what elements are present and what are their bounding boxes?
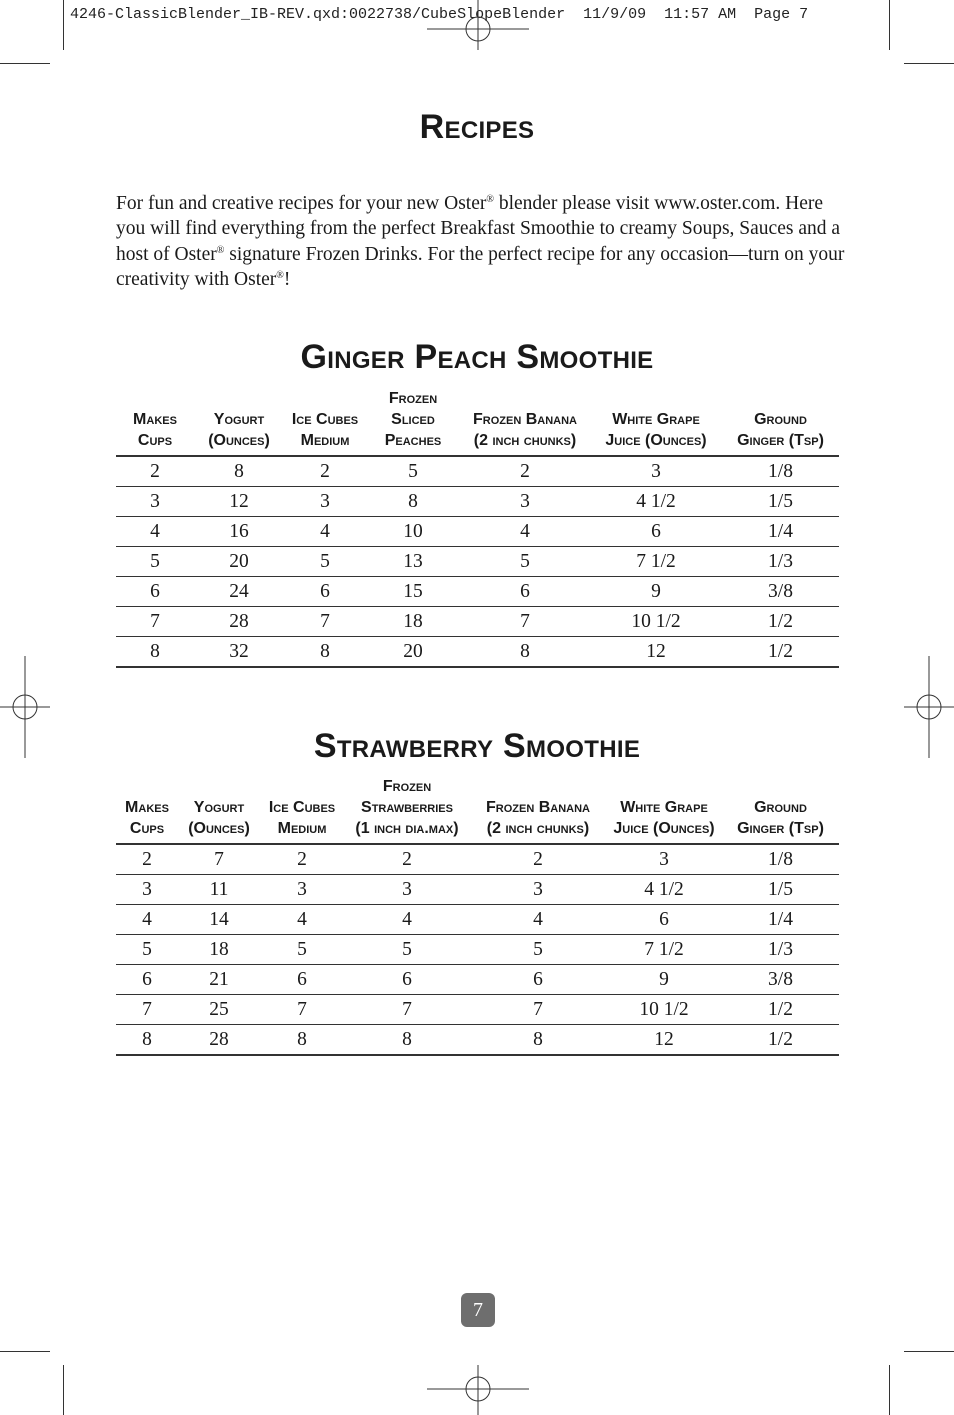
table-cell: 10 1/2 — [606, 995, 722, 1025]
column-header-line: Frozen — [388, 390, 438, 407]
table-cell: 8 — [344, 1025, 470, 1056]
table-cell: 32 — [194, 637, 284, 668]
column-header-line: Frozen — [382, 778, 432, 795]
column-header — [260, 776, 344, 844]
table-cell: 8 — [470, 1025, 606, 1056]
table-cell: 3 — [260, 875, 344, 905]
table-cell: 2 — [470, 844, 606, 875]
intro-paragraph — [116, 191, 846, 293]
column-header-line: Ground — [754, 411, 807, 428]
table-cell: 20 — [194, 547, 284, 577]
table-cell: 2 — [460, 456, 590, 487]
table-cell: 8 — [116, 1025, 178, 1056]
table-cell: 3 — [590, 456, 722, 487]
column-header-line: Makes — [133, 411, 177, 428]
table-cell: 24 — [194, 577, 284, 607]
table-cell: 10 1/2 — [590, 607, 722, 637]
page-number-badge: 7 — [461, 1293, 495, 1327]
table-cell: 2 — [116, 844, 178, 875]
strawberry-title: Strawberry Smoothie — [313, 727, 641, 765]
table-cell: 8 — [116, 637, 194, 668]
table-cell: 14 — [178, 905, 260, 935]
table-cell: 5 — [344, 935, 470, 965]
column-header — [722, 776, 839, 844]
column-header-line: Peaches — [384, 432, 442, 449]
table-cell: 3 — [284, 487, 366, 517]
table-cell: 4 — [344, 905, 470, 935]
page-title: Recipes — [419, 108, 535, 146]
table-cell: 4 — [116, 517, 194, 547]
column-header-line: Cups — [137, 432, 173, 449]
column-header-line: Ginger (Tsp) — [737, 820, 824, 837]
table-cell: 7 — [460, 607, 590, 637]
intro-text-4: ! — [283, 269, 291, 290]
table-cell: 5 — [366, 456, 460, 487]
intro-text-3: signature Frozen Drinks. For the perfect recipe for any occasion—turn on your creativity with Oster — [116, 243, 845, 290]
table-cell: 7 — [260, 995, 344, 1025]
table-cell: 1/4 — [722, 905, 839, 935]
table-row — [116, 844, 839, 875]
table-cell: 20 — [366, 637, 460, 668]
table-cell: 6 — [606, 905, 722, 935]
intro-text-2: blender please visit www.oster.com. Here you will find everything from the perfect Breakfast Smoothie to creamy Soups, Sauces and a host of Oster — [116, 192, 841, 265]
table-cell: 4 — [284, 517, 366, 547]
table-cell: 1/2 — [722, 607, 839, 637]
table-cell: 4 — [460, 517, 590, 547]
table-cell: 21 — [178, 965, 260, 995]
table-cell: 1/2 — [722, 995, 839, 1025]
registration-mark-bottom — [427, 1365, 529, 1415]
table-cell: 12 — [590, 637, 722, 668]
table-cell: 6 — [116, 965, 178, 995]
column-header-line: Juice (Ounces) — [613, 820, 715, 837]
table-cell: 5 — [116, 547, 194, 577]
table-cell: 3 — [344, 875, 470, 905]
table-cell: 4 — [116, 905, 178, 935]
table-cell: 8 — [194, 456, 284, 487]
table-cell: 28 — [178, 1025, 260, 1056]
column-header — [344, 776, 470, 844]
column-header-line: (1 inch dia.max) — [355, 820, 459, 837]
table-cell: 15 — [366, 577, 460, 607]
table-cell: 8 — [284, 637, 366, 668]
table-cell: 7 1/2 — [606, 935, 722, 965]
table-cell: 1/3 — [722, 547, 839, 577]
table-cell: 4 1/2 — [606, 875, 722, 905]
table-cell: 3 — [470, 875, 606, 905]
registration-mark-top — [427, 0, 529, 50]
table-cell: 3 — [606, 844, 722, 875]
table-cell: 7 — [284, 607, 366, 637]
table-cell: 8 — [460, 637, 590, 668]
table-header-row — [116, 776, 839, 844]
column-header-line: (2 inch chunks) — [473, 432, 577, 449]
column-header — [722, 388, 839, 456]
table-cell: 1/2 — [722, 637, 839, 668]
table-cell: 4 — [260, 905, 344, 935]
column-header-line: Ice Cubes — [268, 799, 336, 816]
table-cell: 12 — [194, 487, 284, 517]
registered-mark: ® — [276, 270, 284, 281]
table-row — [116, 637, 839, 668]
registered-mark: ® — [486, 193, 494, 205]
table-cell: 3 — [460, 487, 590, 517]
table-cell: 5 — [116, 935, 178, 965]
table-row — [116, 965, 839, 995]
table-cell: 18 — [178, 935, 260, 965]
column-header — [470, 776, 606, 844]
table-cell: 1/2 — [722, 1025, 839, 1056]
table-row — [116, 577, 839, 607]
column-header-line: White Grape — [612, 411, 700, 428]
table-cell: 8 — [260, 1025, 344, 1056]
table-cell: 6 — [460, 577, 590, 607]
column-header-line: Ice Cubes — [291, 411, 359, 428]
table-row — [116, 547, 839, 577]
table-cell: 3 — [116, 875, 178, 905]
column-header — [194, 388, 284, 456]
table-cell: 2 — [260, 844, 344, 875]
strawberry-table — [116, 776, 839, 1056]
column-header — [590, 388, 722, 456]
table-cell: 2 — [116, 456, 194, 487]
table-cell: 6 — [344, 965, 470, 995]
column-header-line: (Ounces) — [208, 432, 270, 449]
table-row — [116, 607, 839, 637]
table-cell: 9 — [590, 577, 722, 607]
column-header-line: Makes — [125, 799, 169, 816]
ginger-peach-title: Ginger Peach Smoothie — [300, 338, 654, 376]
table-cell: 3 — [116, 487, 194, 517]
table-cell: 12 — [606, 1025, 722, 1056]
table-cell: 5 — [460, 547, 590, 577]
table-cell: 5 — [470, 935, 606, 965]
column-header-line: White Grape — [620, 799, 708, 816]
table-cell: 5 — [284, 547, 366, 577]
table-cell: 4 — [470, 905, 606, 935]
table-cell: 7 — [178, 844, 260, 875]
column-header-line: Sliced — [391, 411, 435, 428]
table-cell: 5 — [260, 935, 344, 965]
table-cell: 10 — [366, 517, 460, 547]
print-slug: 4246-ClassicBlender_IB-REV.qxd:0022738/CubeSlopeBlender 11/9/09 11:57 AM Page 7 — [70, 6, 809, 23]
table-row — [116, 456, 839, 487]
table-cell: 16 — [194, 517, 284, 547]
column-header — [460, 388, 590, 456]
column-header-line: Frozen Banana — [473, 411, 577, 428]
intro-text-1: For fun and creative recipes for your new Oster — [116, 192, 487, 214]
table-cell: 1/3 — [722, 935, 839, 965]
column-header-line: (2 inch chunks) — [486, 820, 590, 837]
column-header — [284, 388, 366, 456]
column-header — [116, 388, 194, 456]
column-header-line: Yogurt — [213, 411, 265, 428]
table-row — [116, 487, 839, 517]
column-header-line: Ground — [754, 799, 807, 816]
table-cell: 7 1/2 — [590, 547, 722, 577]
table-cell: 1/5 — [722, 487, 839, 517]
column-header-line: Juice (Ounces) — [605, 432, 707, 449]
table-cell: 7 — [470, 995, 606, 1025]
table-cell: 7 — [116, 607, 194, 637]
table-row — [116, 517, 839, 547]
table-row — [116, 935, 839, 965]
column-header — [606, 776, 722, 844]
table-cell: 4 1/2 — [590, 487, 722, 517]
column-header — [116, 776, 178, 844]
column-header-line: (Ounces) — [188, 820, 250, 837]
table-cell: 11 — [178, 875, 260, 905]
table-cell: 6 — [284, 577, 366, 607]
table-row — [116, 875, 839, 905]
table-cell: 25 — [178, 995, 260, 1025]
table-cell: 7 — [344, 995, 470, 1025]
table-row — [116, 905, 839, 935]
column-header-line: Medium — [300, 432, 350, 449]
table-cell: 6 — [470, 965, 606, 995]
table-row — [116, 1025, 839, 1056]
table-cell: 2 — [344, 844, 470, 875]
column-header-line: Ginger (Tsp) — [737, 432, 824, 449]
table-row — [116, 995, 839, 1025]
registered-mark: ® — [216, 244, 225, 256]
table-cell: 6 — [590, 517, 722, 547]
table-cell: 18 — [366, 607, 460, 637]
column-header-line: Strawberries — [361, 799, 453, 816]
table-cell: 1/4 — [722, 517, 839, 547]
column-header-line: Frozen Banana — [486, 799, 590, 816]
table-cell: 28 — [194, 607, 284, 637]
table-cell: 1/5 — [722, 875, 839, 905]
table-cell: 13 — [366, 547, 460, 577]
column-header-line: Medium — [277, 820, 327, 837]
table-cell: 2 — [284, 456, 366, 487]
column-header — [366, 388, 460, 456]
table-cell: 1/8 — [722, 844, 839, 875]
column-header-line: Cups — [129, 820, 165, 837]
table-cell: 1/8 — [722, 456, 839, 487]
table-cell: 3/8 — [722, 965, 839, 995]
column-header-line: Yogurt — [193, 799, 245, 816]
table-cell: 9 — [606, 965, 722, 995]
table-cell: 6 — [260, 965, 344, 995]
table-cell: 6 — [116, 577, 194, 607]
table-cell: 3/8 — [722, 577, 839, 607]
table-cell: 8 — [366, 487, 460, 517]
ginger-peach-table — [116, 388, 839, 668]
table-header-row — [116, 388, 839, 456]
table-cell: 7 — [116, 995, 178, 1025]
column-header — [178, 776, 260, 844]
